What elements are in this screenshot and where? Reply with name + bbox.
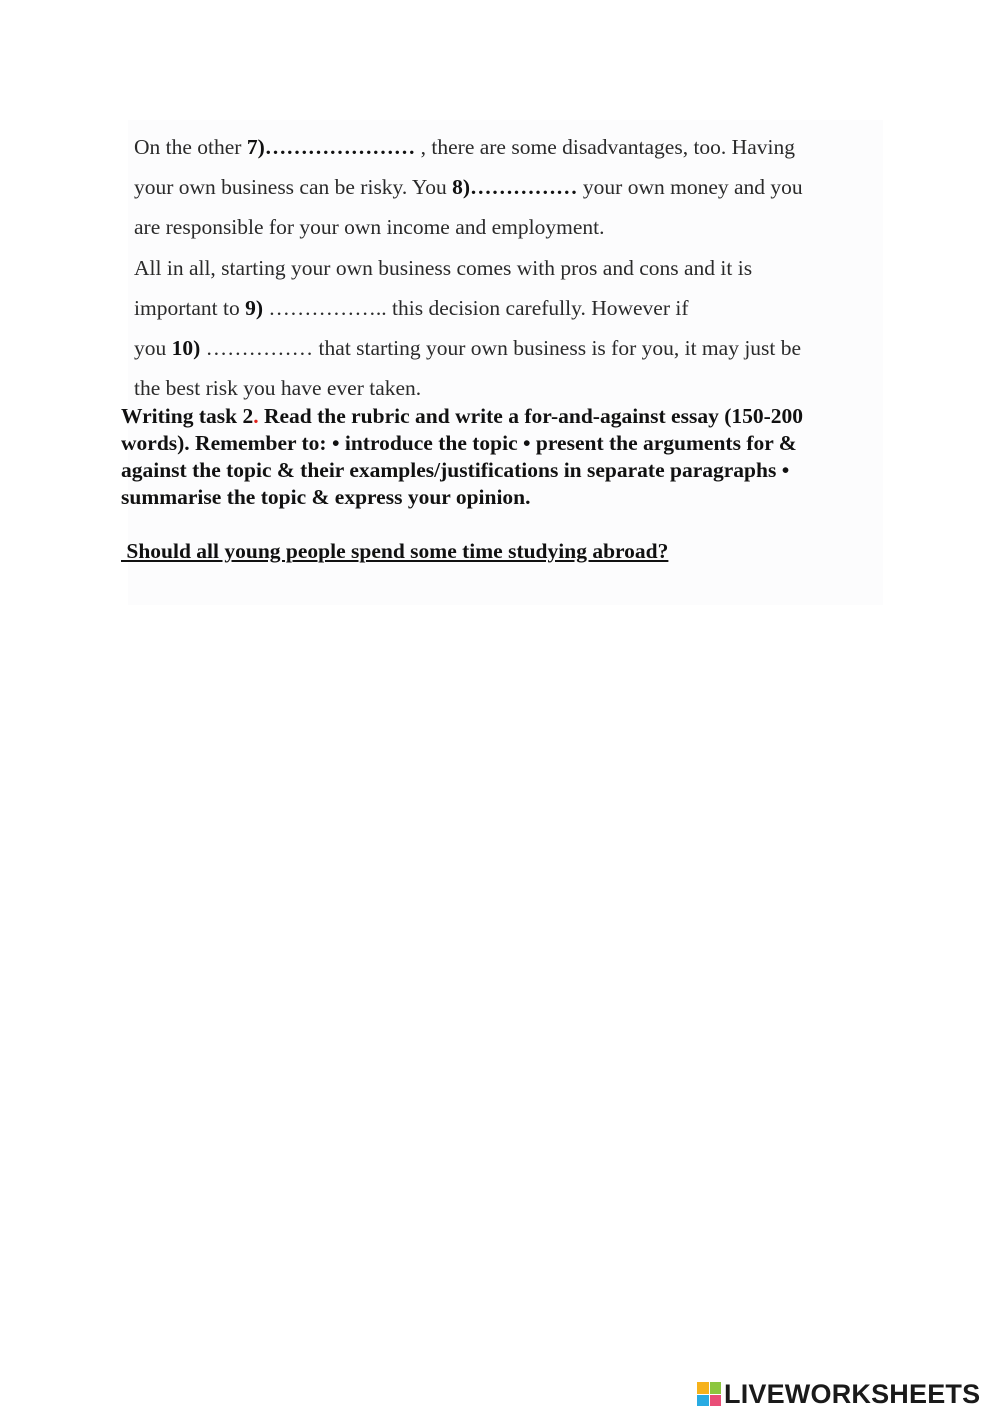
liveworksheets-logo bbox=[697, 1379, 980, 1409]
blank-10[interactable]: …………… that starting your own business is for you, it may just be bbox=[200, 336, 802, 360]
blank-8[interactable]: 8)…………… bbox=[452, 175, 578, 199]
passage-paragraph-2 bbox=[134, 248, 894, 408]
task-dot: . bbox=[253, 404, 259, 428]
writing-task-instructions bbox=[121, 403, 891, 511]
blank-9-number: 9) bbox=[245, 296, 263, 320]
passage-line: All in all, starting your own business comes with pros and cons and it is bbox=[134, 256, 753, 280]
task-title: Writing task 2 bbox=[121, 404, 254, 428]
passage-paragraph-1 bbox=[134, 127, 894, 247]
logo-text: LIVEWORKSHEETS bbox=[724, 1378, 981, 1409]
passage-line: you 10) …………… that starting your own business is for you, it may just be bbox=[134, 336, 802, 360]
task-line: against the topic & their examples/justifications in separate paragraphs • bbox=[121, 458, 790, 482]
passage-line: important to 9) …………….. this decision carefully. However if bbox=[134, 296, 689, 320]
task-line: words). Remember to: • introduce the topic • present the arguments for & bbox=[121, 431, 797, 455]
blank-9[interactable]: …………….. this decision carefully. However if bbox=[263, 296, 689, 320]
logo-icon bbox=[697, 1382, 721, 1406]
passage-line: your own business can be risky. You 8)…………… your own money and you bbox=[134, 175, 803, 199]
task-line: summarise the topic & express your opinion. bbox=[121, 485, 531, 509]
task-line: Writing task 2. Read the rubric and write a for-and-against essay (150-200 bbox=[121, 404, 804, 428]
passage-line: the best risk you have ever taken. bbox=[134, 376, 422, 400]
blank-10-number: 10) bbox=[171, 336, 201, 360]
passage-line: On the other 7)………………… , there are some disadvantages, too. Having bbox=[134, 135, 795, 159]
blank-7[interactable]: 7)………………… bbox=[246, 135, 416, 159]
passage-line: are responsible for your own income and employment. bbox=[134, 215, 605, 239]
essay-question: Should all young people spend some time studying abroad? bbox=[121, 539, 669, 563]
